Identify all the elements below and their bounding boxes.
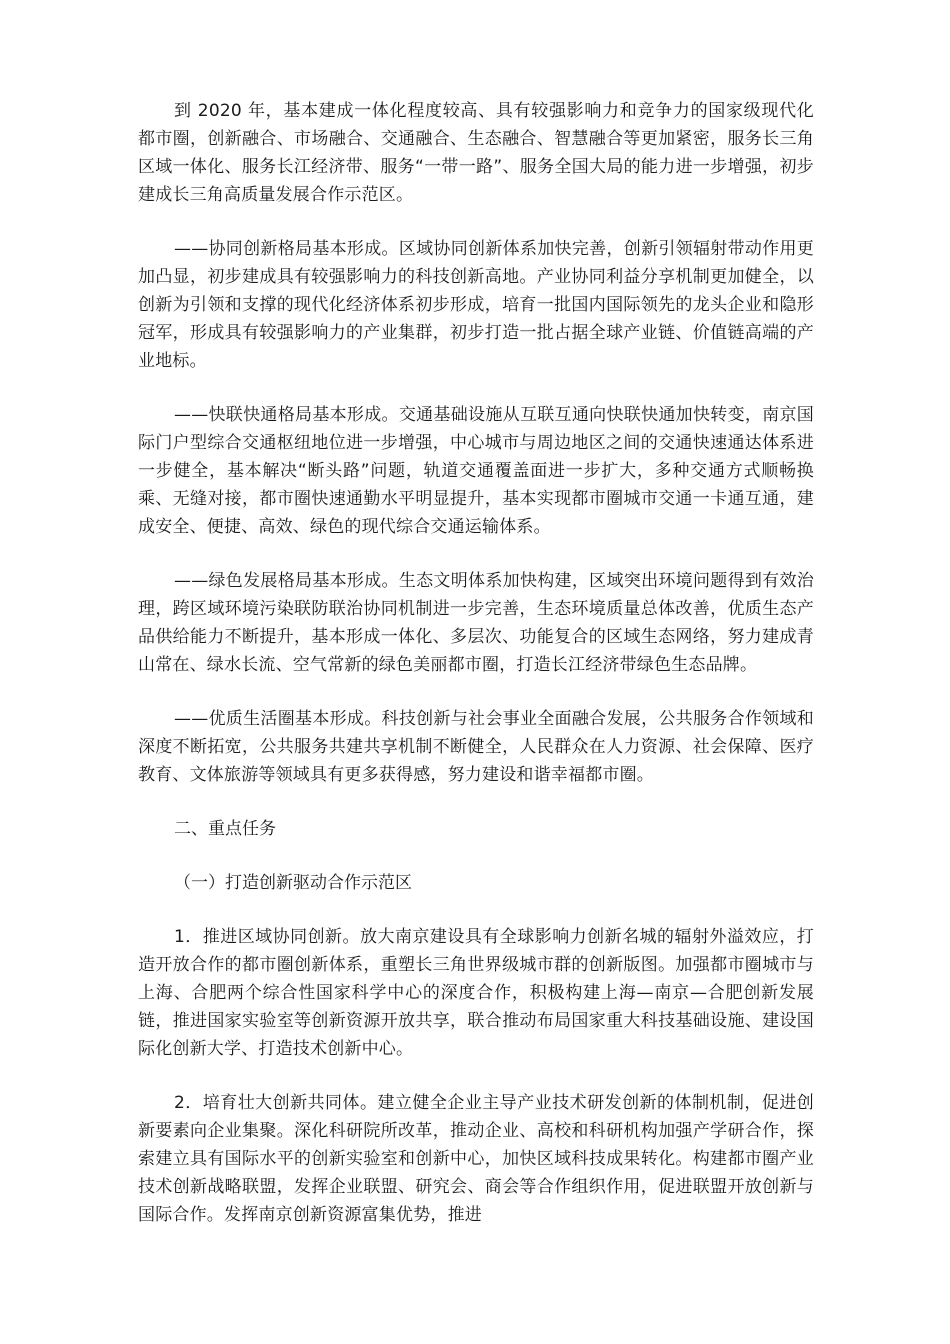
paragraph-innovation: ——协同创新格局基本形成。区域协同创新体系加快完善，创新引领辐射带动作用更加凸显，初步建成具有较强影响力的科技创新高地。产业协同利益分享机制更加健全，以创新为引领和支撑的现代化经济体系初步形成，培育一批国内国际领先的龙头企业和隐形冠军，形成具有较强影响力的产业集群，初步打造一批占据全球产业链、价值链高端的产业地标。 <box>138 239 814 371</box>
paragraph-2020-goals: 到 2020 年，基本建成一体化程度较高、具有较强影响力和竞争力的国家级现代化都市圈，创新融合、市场融合、交通融合、生态融合、智慧融合等更加紧密，服务长三角区域一体化、服务长江经济带、服务“一带一路”、服务全国大局的能力进一步增强，初步建成长三角高质量发展合作示范区。 <box>138 101 814 205</box>
paragraph-transport: ——快联快通格局基本形成。交通基础设施从互联互通向快联快通加快转变，南京国际门户型综合交通枢纽地位进一步增强，中心城市与周边地区之间的交通快速通达体系进一步健全，基本解决“断头路”问题，轨道交通覆盖面进一步扩大，多种交通方式顺畅换乘、无缝对接，都市圈快速通勤水平明显提升，基本实现都市圈城市交通一卡通互通，建成安全、便捷、高效、绿色的现代综合交通运输体系。 <box>138 405 814 537</box>
item-2: 2．培育壮大创新共同体。建立健全企业主导产业技术研发创新的体制机制，促进创新要素向企业集聚。深化科研院所改革，推动企业、高校和科研机构加强产学研合作，探索建立具有国际水平的创新实验室和创新中心，加快区域科技成果转化。构建都市圈产业技术创新战略联盟，发挥企业联盟、研究会、商会等合作组织作用，促进联盟开放创新与国际合作。发挥南京创新资源富集优势，推进 <box>138 1093 814 1225</box>
section-heading: 二、重点任务 <box>174 819 276 839</box>
subsection-heading: （一）打造创新驱动合作示范区 <box>174 873 412 893</box>
paragraph-green: ——绿色发展格局基本形成。生态文明体系加快构建，区域突出环境问题得到有效治理，跨区域环境污染联防联治协同机制进一步完善，生态环境质量总体改善，优质生态产品供给能力不断提升，基本形成一体化、多层次、功能复合的区域生态网络，努力建成青山常在、绿水长流、空气常新的绿色美丽都市圈，打造长江经济带绿色生态品牌。 <box>138 571 814 675</box>
document-body <box>138 97 814 1255</box>
paragraph-living: ——优质生活圈基本形成。科技创新与社会事业全面融合发展，公共服务合作领域和深度不断拓宽，公共服务共建共享机制不断健全，人民群众在人力资源、社会保障、医疗教育、文体旅游等领域具有更多获得感，努力建设和谐幸福都市圈。 <box>138 709 814 785</box>
item-1: 1．推进区域协同创新。放大南京建设具有全球影响力创新名城的辐射外溢效应，打造开放合作的都市圈创新体系，重塑长三角世界级城市群的创新版图。加强都市圈城市与上海、合肥两个综合性国家科学中心的深度合作，积极构建上海—南京—合肥创新发展链，推进国家实验室等创新资源开放共享，联合推动布局国家重大科技基础设施、建设国际化创新大学、打造技术创新中心。 <box>138 927 814 1059</box>
